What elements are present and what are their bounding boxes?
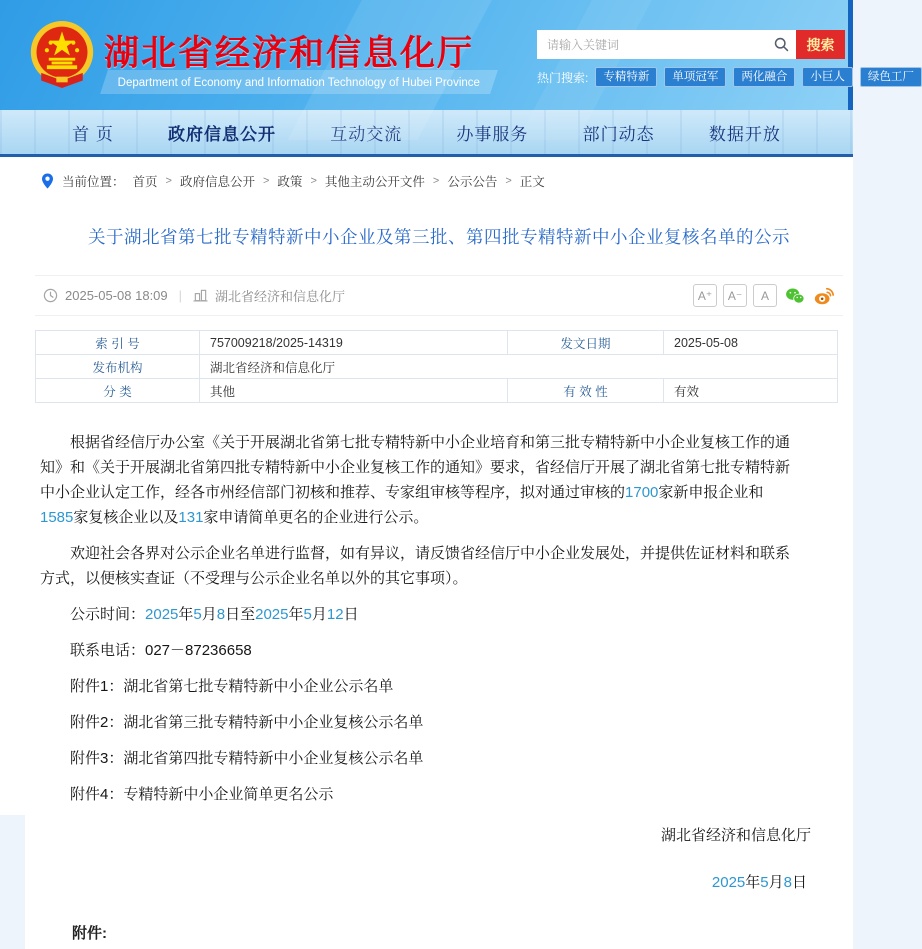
hot-search-row bbox=[537, 67, 914, 87]
publisher-value: 湖北省经济和信息化厅 bbox=[200, 355, 838, 379]
index-number-label: 索 引 号 bbox=[36, 331, 200, 355]
national-emblem-icon bbox=[28, 18, 96, 90]
paragraph-7: 附件4：专精特新中小企业简单更名公示 bbox=[70, 786, 334, 803]
article-meta-row bbox=[35, 275, 843, 316]
signature-org: 湖北省经济和信息化厅 bbox=[660, 827, 811, 844]
category-value: 其他 bbox=[200, 379, 508, 403]
paragraph-4: 附件1：湖北省第七批专精特新中小企业公示名单 bbox=[70, 678, 394, 695]
hot-search-button-3[interactable]: 小巨人 bbox=[802, 67, 853, 87]
validity-label: 有 效 性 bbox=[508, 379, 664, 403]
article-meta-left bbox=[43, 286, 345, 305]
source-org-icon bbox=[193, 288, 208, 303]
paragraph-6: 附件3：湖北省第四批专精特新中小企业复核公示名单 bbox=[70, 750, 424, 767]
table-row bbox=[36, 355, 838, 379]
site-header bbox=[0, 0, 914, 110]
breadcrumb bbox=[25, 157, 853, 196]
breadcrumb-item-0[interactable]: 首页 bbox=[132, 175, 158, 189]
clock-icon bbox=[43, 288, 58, 303]
nav-item-0[interactable]: 首 页 bbox=[72, 124, 114, 144]
hot-search-button-4[interactable]: 绿色工厂 bbox=[860, 67, 922, 87]
attachment-section-label: 附件: bbox=[72, 925, 107, 942]
page-title: 关于湖北省第七批专精特新中小企业及第三批、第四批专精特新中小企业复核名单的公示 bbox=[88, 227, 790, 247]
hot-search-button-1[interactable]: 单项冠军 bbox=[664, 67, 726, 87]
font-size-buttons bbox=[693, 284, 777, 307]
breadcrumb-separator: > bbox=[432, 175, 440, 187]
site-subtitle-band bbox=[100, 70, 498, 94]
hot-search-buttons bbox=[595, 67, 922, 87]
search-box bbox=[537, 30, 796, 59]
nav-item-2[interactable]: 互动交流 bbox=[330, 124, 403, 144]
hot-search-label: 热门搜索: bbox=[537, 70, 589, 85]
breadcrumb-separator: > bbox=[165, 175, 172, 187]
header-decor-edge bbox=[848, 0, 853, 110]
nav-item-4[interactable]: 部门动态 bbox=[582, 124, 655, 144]
breadcrumb-separator: > bbox=[262, 175, 270, 187]
breadcrumb-item-2[interactable]: 政策 bbox=[277, 175, 303, 189]
article-meta-right bbox=[693, 284, 835, 307]
category-label: 分 类 bbox=[36, 379, 200, 403]
signature-date: 2025年5月8日 bbox=[711, 874, 807, 891]
font-size-button-1[interactable]: A⁻ bbox=[723, 284, 747, 307]
paragraph-0: 根据省经信厅办公室《关于开展湖北省第七批专精特新中小企业培育和第三批专精特新中小企业复核工作的通知》和《关于开展湖北省第四批专精特新中小企业复核工作的通知》要求，省经信厅开展了湖北省第七批专精特新中小企业认定工作，经各市州经信部门初核和推荐、专家组审核等程序，拟对通过审核的1700家新申报企业和1585家复核企业以及131家申请简单更名的企业进行公示。 bbox=[40, 434, 791, 526]
paragraph-3: 联系电话：027－87236658 bbox=[70, 642, 252, 659]
font-size-button-0[interactable]: A⁺ bbox=[693, 284, 717, 307]
publisher-label: 发布机构 bbox=[36, 355, 200, 379]
document-info-table bbox=[35, 330, 838, 403]
search-icon[interactable] bbox=[773, 36, 790, 53]
index-number-value: 757009218/2025-14319 bbox=[200, 331, 508, 355]
article-body bbox=[40, 430, 791, 807]
search-button[interactable]: 搜索 bbox=[796, 30, 845, 59]
breadcrumb-item-5: 正文 bbox=[519, 175, 545, 189]
table-row bbox=[36, 379, 838, 403]
breadcrumb-separator: > bbox=[505, 175, 512, 187]
font-size-button-2[interactable]: A bbox=[753, 284, 777, 307]
breadcrumb-items bbox=[133, 172, 545, 190]
breadcrumb-label: 当前位置： bbox=[62, 175, 125, 189]
paragraph-5: 附件2：湖北省第三批专精特新中小企业复核公示名单 bbox=[70, 714, 424, 731]
content-panel bbox=[25, 157, 853, 949]
nav-item-5[interactable]: 数据开放 bbox=[708, 124, 781, 144]
table-row bbox=[36, 331, 838, 355]
article-source: 湖北省经济和信息化厅 bbox=[215, 289, 346, 304]
weibo-share-icon[interactable] bbox=[813, 285, 835, 307]
paragraph-1: 欢迎社会各界对公示企业名单进行监督，如有异议，请反馈省经信厅中小企业发展处，并提供佐证材料和联系方式，以便核实查证（不受理与公示企业名单以外的其它事项）。 bbox=[40, 545, 791, 587]
issue-date-value: 2025-05-08 bbox=[664, 331, 838, 355]
meta-separator: | bbox=[178, 288, 183, 303]
breadcrumb-separator: > bbox=[310, 175, 317, 187]
wechat-share-icon[interactable] bbox=[784, 285, 806, 307]
nav-item-1[interactable]: 政府信息公开 bbox=[168, 124, 277, 144]
search-area bbox=[537, 30, 914, 87]
nav-item-3[interactable]: 办事服务 bbox=[456, 124, 529, 144]
validity-value: 有效 bbox=[664, 379, 838, 403]
breadcrumb-item-1[interactable]: 政府信息公开 bbox=[179, 175, 255, 189]
breadcrumb-item-4[interactable]: 公示公告 bbox=[447, 175, 498, 189]
location-pin-icon bbox=[41, 173, 54, 189]
article-datetime: 2025-05-08 18:09 bbox=[65, 288, 168, 303]
site-subtitle: Department of Economy and Information Technology of Hubei Province bbox=[117, 77, 480, 89]
issue-date-label: 发文日期 bbox=[508, 331, 664, 355]
search-input[interactable] bbox=[547, 38, 773, 52]
hot-search-button-2[interactable]: 两化融合 bbox=[733, 67, 795, 87]
breadcrumb-item-3[interactable]: 其他主动公开文件 bbox=[324, 175, 425, 189]
site-title: 湖北省经济和信息化厅 bbox=[104, 34, 475, 73]
hot-search-button-0[interactable]: 专精特新 bbox=[595, 67, 657, 87]
paragraph-2: 公示时间：2025年5月8日至2025年5月12日 bbox=[70, 606, 359, 623]
